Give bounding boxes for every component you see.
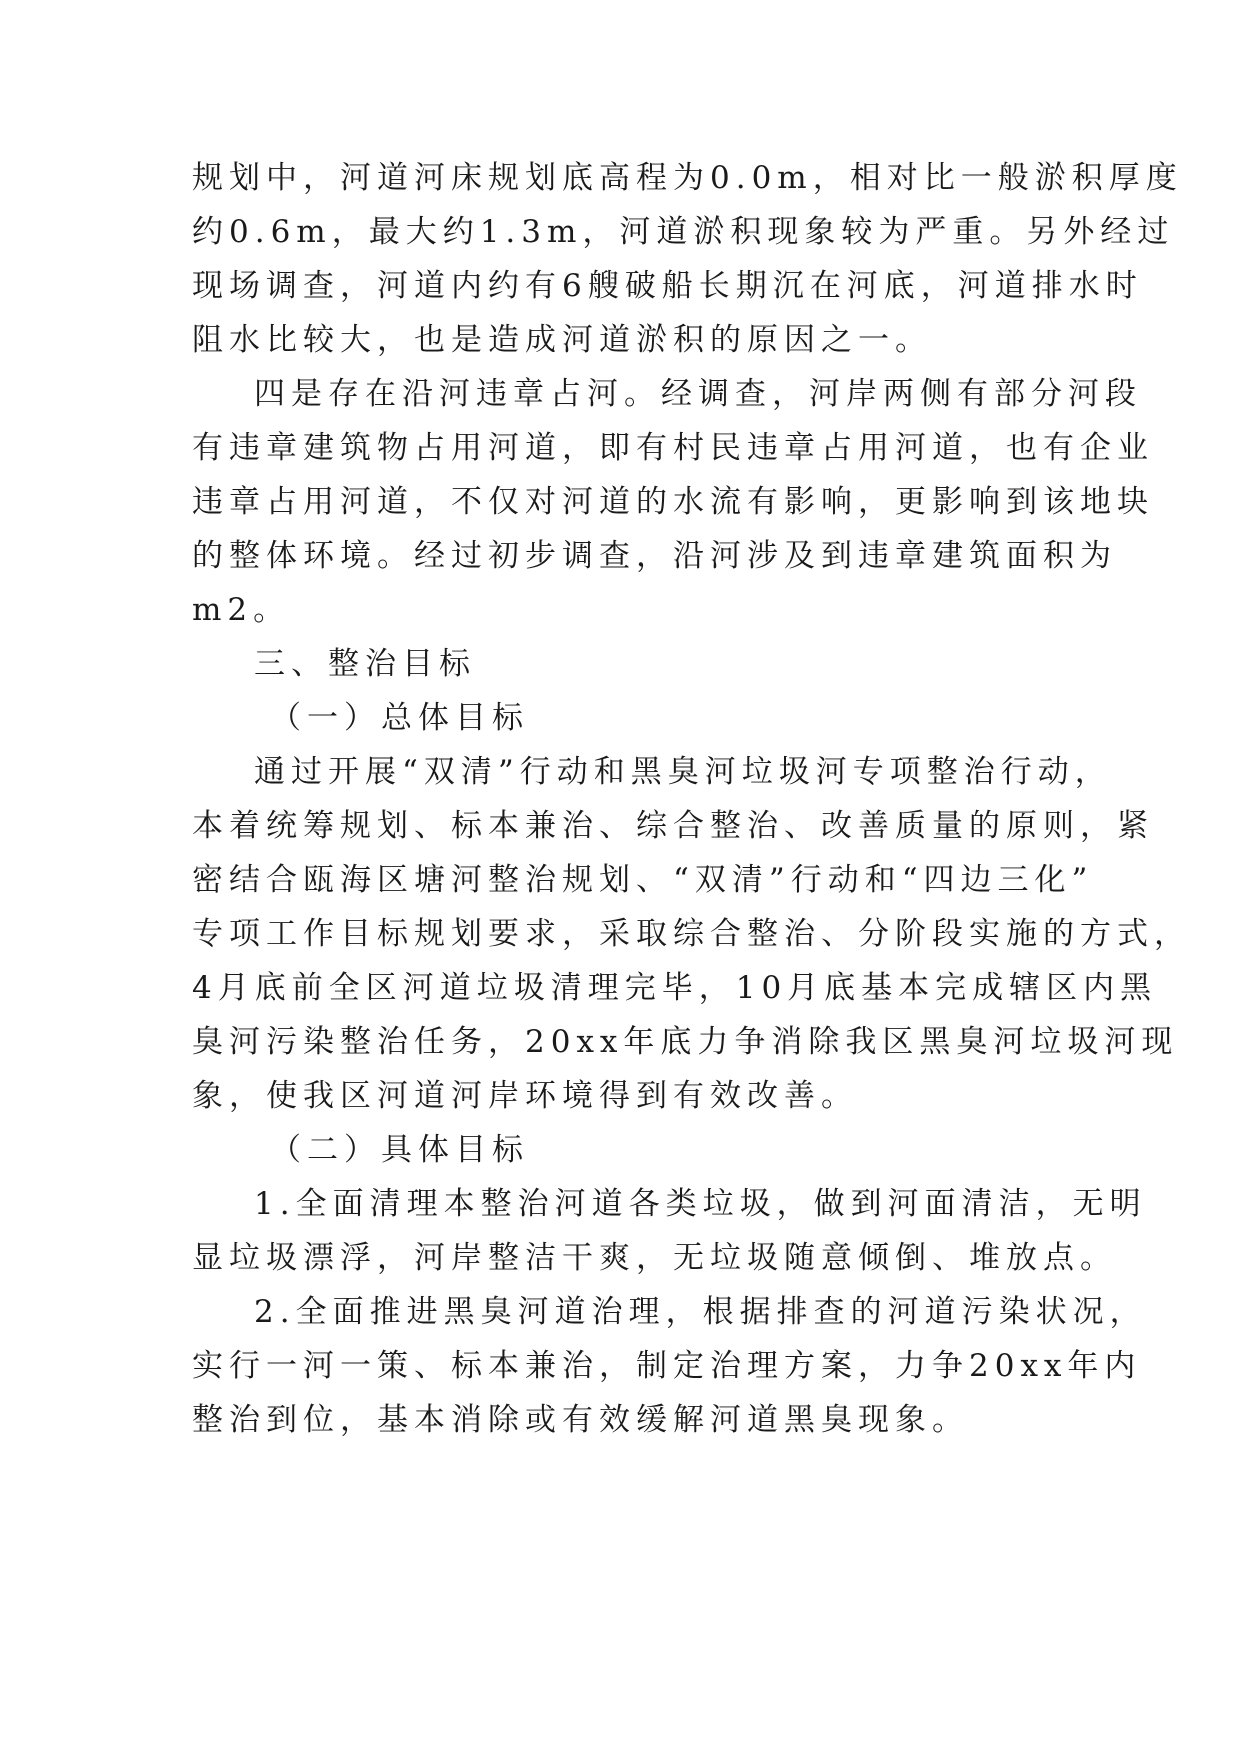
text-line: 违章占用河道，不仅对河道的水流有影响，更影响到该地块: [192, 484, 1154, 520]
text-line: 本着统筹规划、标本兼治、综合整治、改善质量的原则，紧: [192, 808, 1154, 844]
section-heading: 三、整治目标: [254, 646, 476, 682]
text-line: 臭河污染整治任务，20xx年底力争消除我区黑臭河垃圾河现: [192, 1024, 1179, 1060]
list-item-start-line: 1.全面清理本整治河道各类垃圾，做到河面清洁，无明: [254, 1186, 1147, 1222]
text-line: 密结合瓯海区塘河整治规划、“双清”行动和“四边三化”: [192, 862, 1094, 898]
subsection-heading: （一）总体目标: [270, 700, 529, 736]
text-line: 约0.6m，最大约1.3m，河道淤积现象较为严重。另外经过: [192, 214, 1175, 250]
text-line: m2。: [192, 592, 291, 628]
paragraph-start-line: 通过开展“双清”行动和黑臭河垃圾河专项整治行动，: [254, 754, 1112, 790]
text-line: 整治到位，基本消除或有效缓解河道黑臭现象。: [192, 1402, 969, 1438]
text-line: 阻水比较大，也是造成河道淤积的原因之一。: [192, 322, 932, 358]
text-line: 显垃圾漂浮，河岸整洁干爽，无垃圾随意倾倒、堆放点。: [192, 1240, 1117, 1276]
text-line: 的整体环境。经过初步调查，沿河涉及到违章建筑面积为: [192, 538, 1117, 574]
text-line: 4月底前全区河道垃圾清理完毕，10月底基本完成辖区内黑: [192, 970, 1158, 1006]
subsection-heading: （二）具体目标: [270, 1132, 529, 1168]
list-item-start-line: 2.全面推进黑臭河道治理，根据排查的河道污染状况，: [254, 1294, 1147, 1330]
text-line: 专项工作目标规划要求，采取综合整治、分阶段实施的方式，: [192, 916, 1191, 952]
text-line: 象，使我区河道河岸环境得到有效改善。: [192, 1078, 858, 1114]
text-line: 有违章建筑物占用河道，即有村民违章占用河道，也有企业: [192, 430, 1154, 466]
text-line: 现场调查，河道内约有6艘破船长期沉在河底，河道排水时: [192, 268, 1143, 304]
text-line: 实行一河一策、标本兼治，制定治理方案，力争20xx年内: [192, 1348, 1142, 1384]
text-line: 规划中，河道河床规划底高程为0.0m，相对比一般淤积厚度: [192, 160, 1183, 196]
paragraph-start-line: 四是存在沿河违章占河。经调查，河岸两侧有部分河段: [254, 376, 1142, 412]
